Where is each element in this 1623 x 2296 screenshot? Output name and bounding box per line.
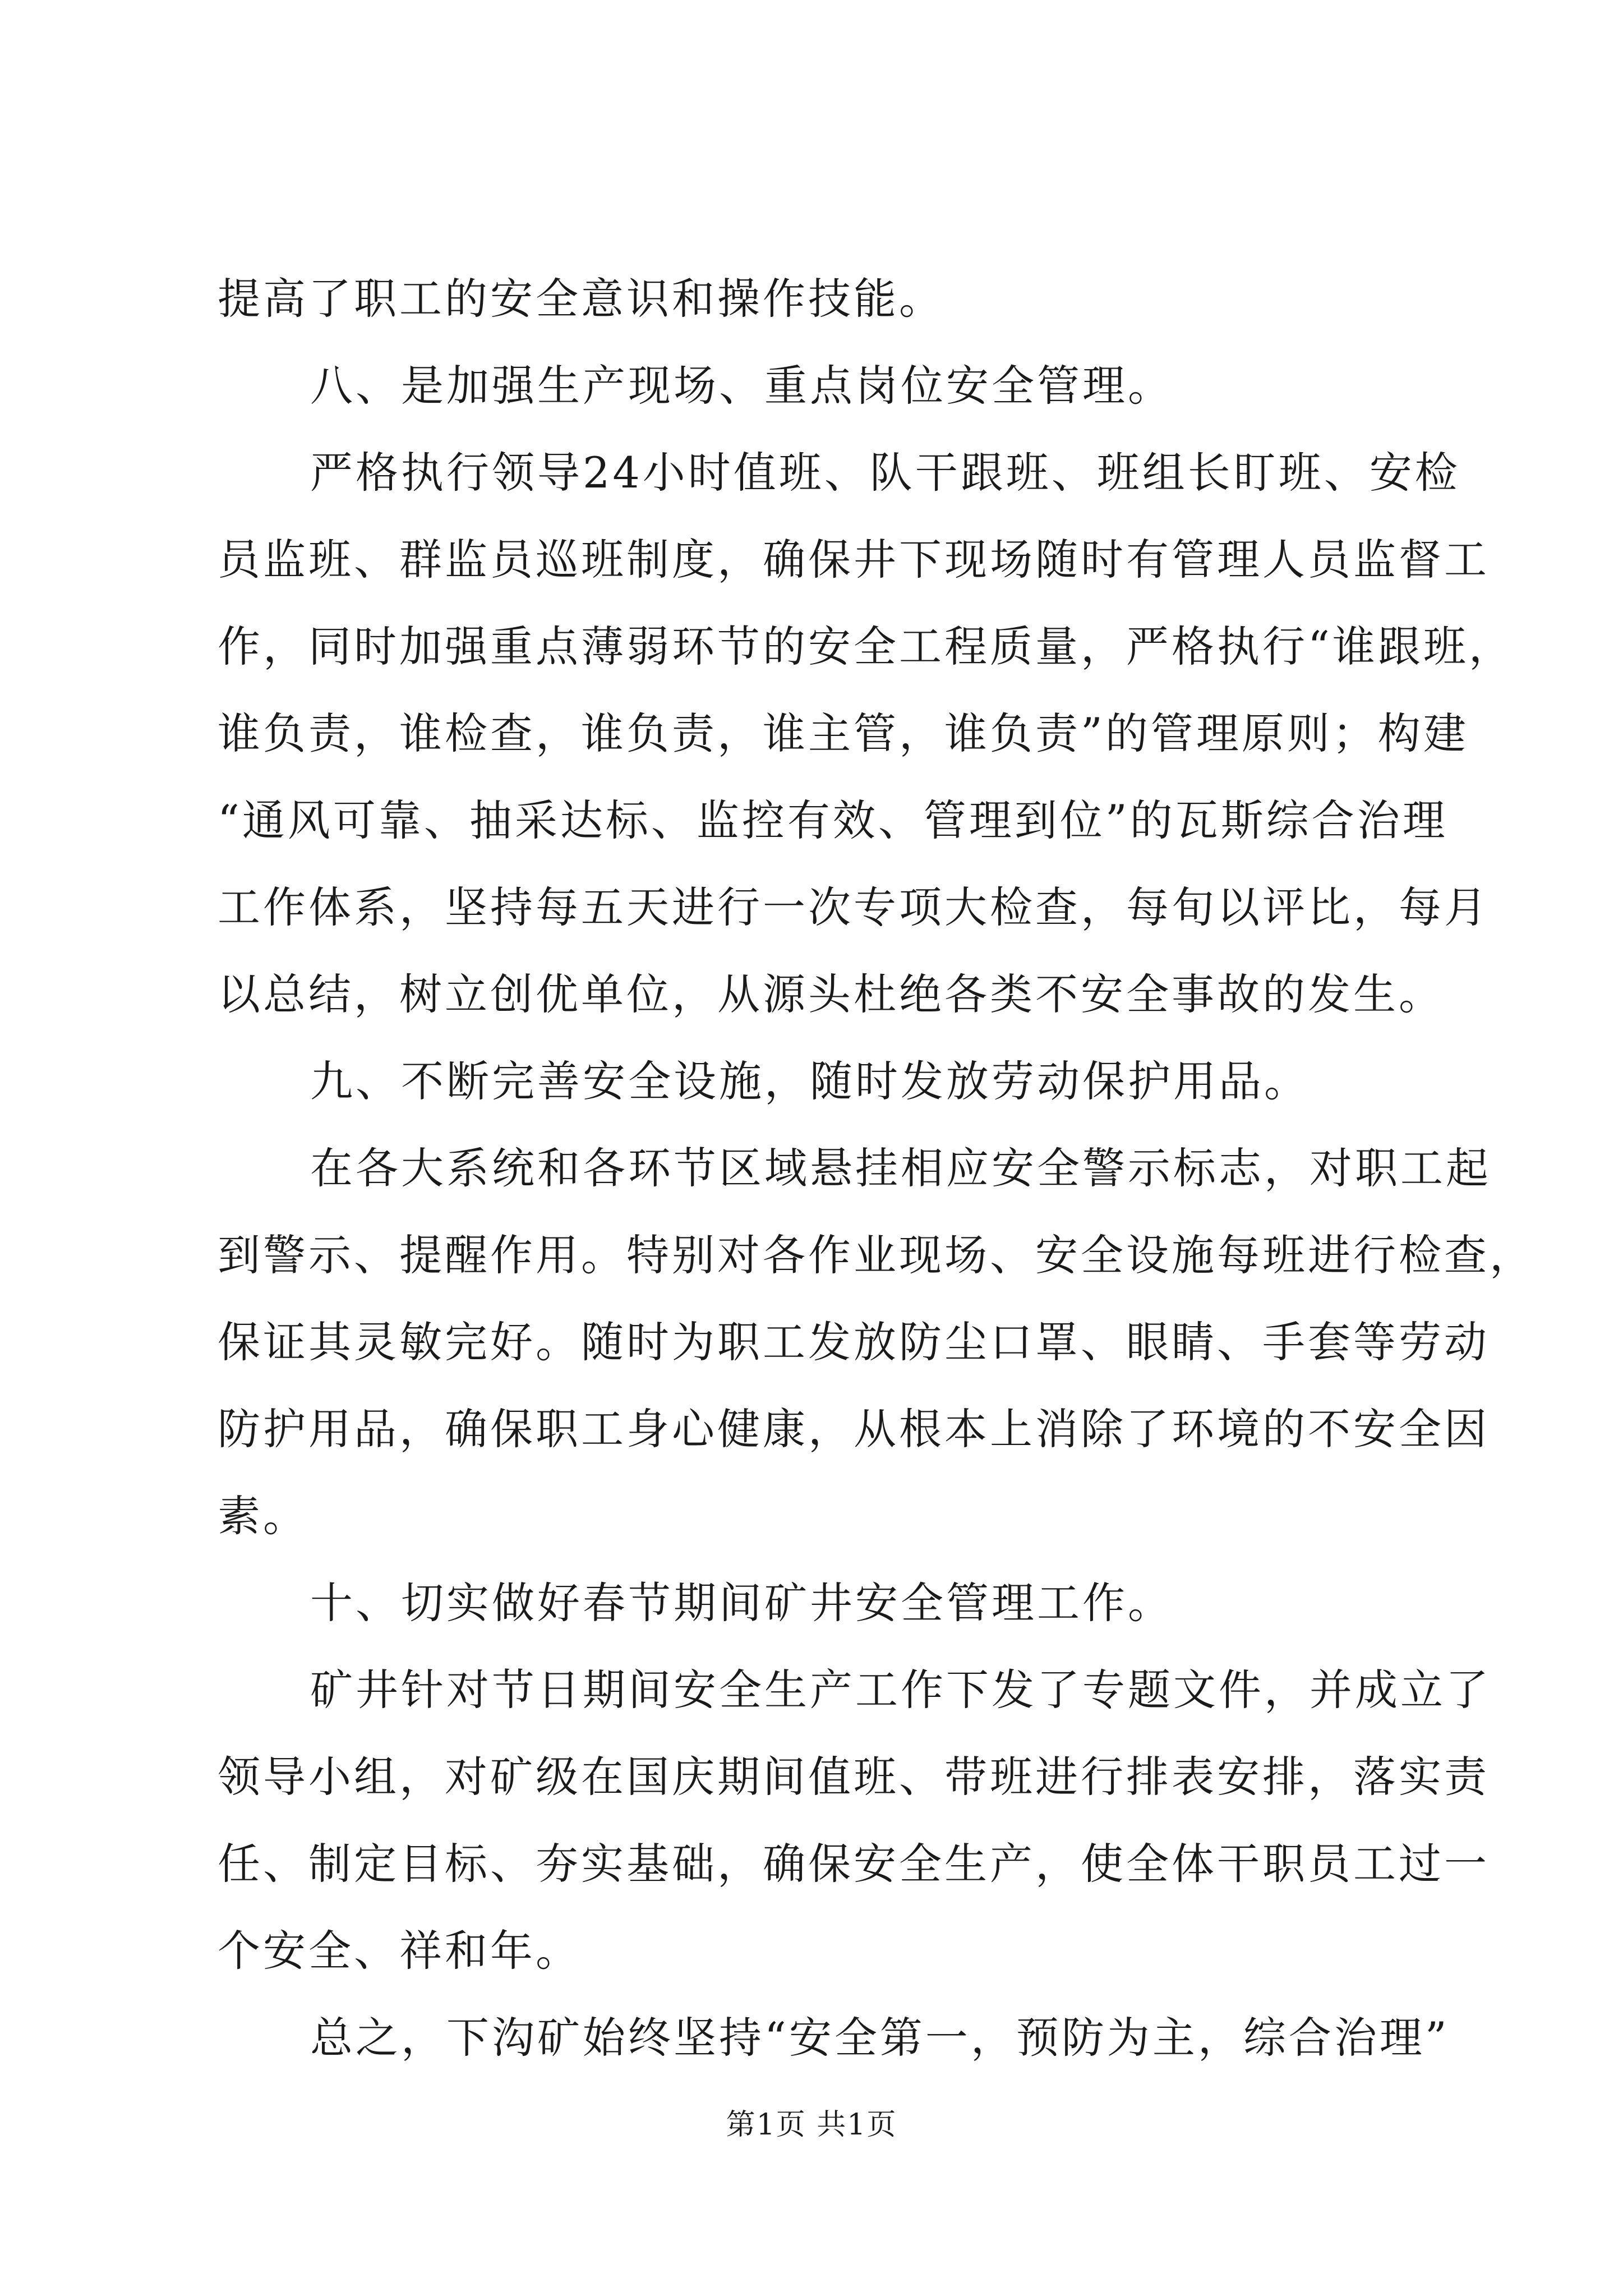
text-line: 矿井针对节日期间安全生产工作下发了专题文件，并成立了 bbox=[310, 1665, 1491, 1715]
text-line: 提高了职工的安全意识和操作技能。 bbox=[218, 274, 944, 324]
text-line: 以总结，树立创优单位，从源头杜绝各类不安全事故的发生。 bbox=[218, 969, 1444, 1019]
section-heading-8: 八、是加强生产现场、重点岗位安全管理。 bbox=[310, 361, 1173, 411]
text-line: 在各大系统和各环节区域悬挂相应安全警示标志，对职工起 bbox=[310, 1143, 1491, 1193]
text-line: 素。 bbox=[218, 1491, 308, 1541]
text-line: 总之，下沟矿始终坚持“安全第一，预防为主，综合治理” bbox=[310, 2013, 1450, 2063]
text-line: 严格执行领导24小时值班、队干跟班、班组长盯班、安检 bbox=[310, 448, 1460, 498]
text-line: 谁负责，谁检查，谁负责，谁主管，谁负责”的管理原则；构建 bbox=[218, 708, 1469, 758]
page-footer: 第1页 共1页 bbox=[726, 2108, 897, 2142]
section-heading-9: 九、不断完善安全设施，随时发放劳动保护用品。 bbox=[310, 1056, 1310, 1106]
text-line: “通风可靠、抽采达标、监控有效、管理到位”的瓦斯综合治理 bbox=[218, 795, 1448, 845]
text-line: 领导小组，对矿级在国庆期间值班、带班进行排表安排，落实责 bbox=[218, 1752, 1490, 1802]
text-line: 防护用品，确保职工身心健康，从根本上消除了环境的不安全因 bbox=[218, 1404, 1490, 1454]
text-line: 作，同时加强重点薄弱环节的安全工程质量，严格执行“谁跟班， bbox=[218, 622, 1514, 671]
text-line: 个安全、祥和年。 bbox=[218, 1926, 581, 1976]
section-heading-10: 十、切实做好春节期间矿井安全管理工作。 bbox=[310, 1578, 1173, 1628]
text-line: 工作体系，坚持每五天进行一次专项大检查，每旬以评比，每月 bbox=[218, 882, 1490, 932]
text-line: 任、制定目标、夯实基础，确保安全生产，使全体干职员工过一 bbox=[218, 1839, 1490, 1889]
text-line: 到警示、提醒作用。特别对各作业现场、安全设施每班进行检查， bbox=[218, 1230, 1535, 1280]
body-text bbox=[218, 255, 1535, 2081]
text-line: 员监班、群监员巡班制度，确保井下现场随时有管理人员监督工 bbox=[218, 535, 1490, 585]
text-line: 保证其灵敏完好。随时为职工发放防尘口罩、眼睛、手套等劳动 bbox=[218, 1317, 1490, 1367]
